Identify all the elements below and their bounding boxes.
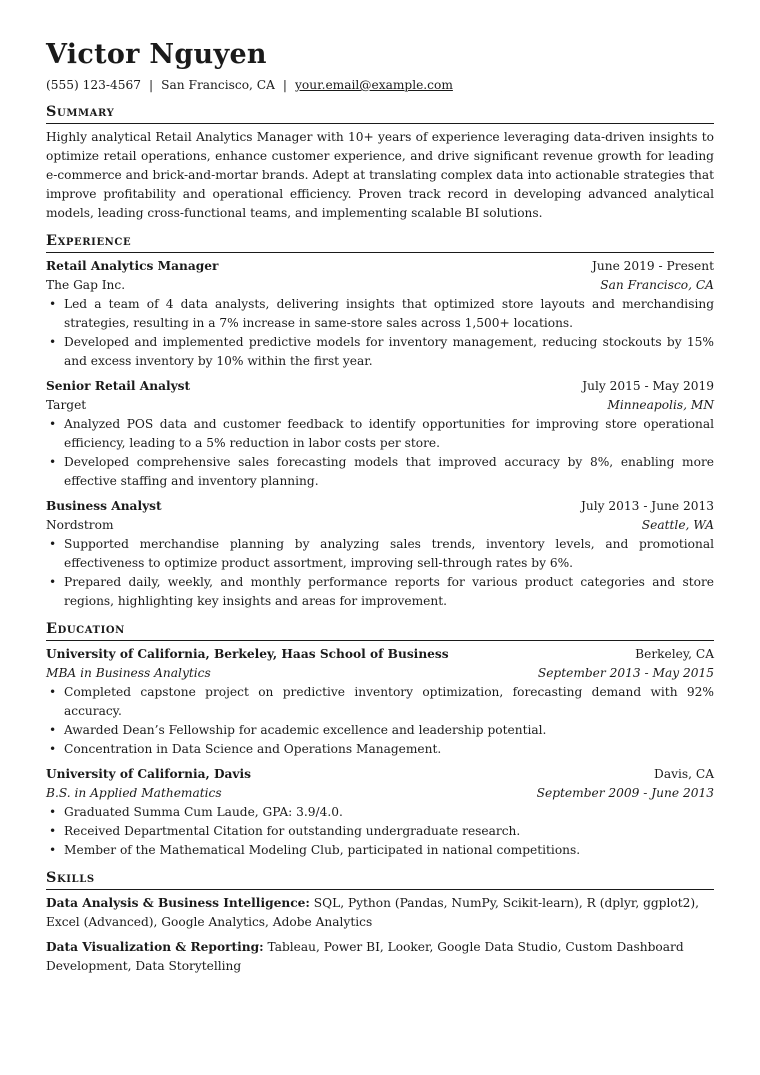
education-entry	[46, 645, 714, 759]
school-location: Davis, CA	[654, 767, 714, 781]
bullet-item: • Completed capstone project on predictive inventory optimization, forecasting demand with 92% accuracy.	[46, 683, 714, 721]
bullet-item: • Concentration in Data Science and Operations Management.	[46, 740, 714, 759]
section-title-skills: Skills	[46, 869, 714, 890]
school-row	[46, 765, 714, 784]
bullet-item: • Awarded Dean’s Fellowship for academic excellence and leadership potential.	[46, 721, 714, 740]
education-entry	[46, 765, 714, 860]
degree-row	[46, 664, 714, 683]
school-name: University of California, Davis	[46, 767, 251, 781]
school-row	[46, 645, 714, 664]
job-location: Seattle, WA	[641, 518, 714, 532]
bullet-item: • Supported merchandise planning by analyzing sales trends, inventory levels, and promotional effectiveness to optimize product assortment, improving sell-through rates by 6%.	[46, 535, 714, 573]
education-bullets	[46, 803, 714, 860]
job-company-row	[46, 396, 714, 415]
degree-dates: September 2013 - May 2015	[537, 666, 714, 680]
bullet-item: • Developed comprehensive sales forecasting models that improved accuracy by 8%, enabling more effective staffing and inventory planning.	[46, 453, 714, 491]
contact-separator: |	[282, 78, 288, 92]
job-company: Target	[46, 398, 87, 412]
job-dates: July 2013 - June 2013	[581, 499, 714, 513]
degree-dates: September 2009 - June 2013	[536, 786, 714, 800]
contact-separator: |	[149, 78, 154, 92]
job-entry	[46, 257, 714, 371]
bullet-item: • Received Departmental Citation for outstanding undergraduate research.	[46, 822, 714, 841]
section-title-education: Education	[46, 620, 714, 641]
job-entry	[46, 497, 714, 611]
section-title-experience: Experience	[46, 232, 714, 253]
job-company-row	[46, 276, 714, 295]
contact-line	[46, 76, 714, 94]
job-bullets	[46, 415, 714, 491]
summary-text: Highly analytical Retail Analytics Manager with 10+ years of experience leveraging data-driven insights to optimize retail operations, enhance customer experience, and drive significant revenue growth for leading e-commerce and brick-and-mortar brands. Adept at translating complex data into actionable strategies that improve profitability and operational efficiency. Proven track record in developing advanced analytical models, leading cross-functional teams, and implementing scalable BI solutions.	[46, 130, 714, 220]
skill-line	[46, 894, 714, 932]
job-company: The Gap Inc.	[46, 278, 126, 292]
degree-name: MBA in Business Analytics	[46, 666, 211, 680]
skill-list: SQL, Python (Pandas, NumPy, Scikit-learn), R (dplyr, ggplot2), Excel (Advanced), Google Analytics, Adobe Analytics	[46, 896, 699, 929]
job-header-row	[46, 257, 714, 276]
candidate-name: Victor Nguyen	[46, 39, 267, 70]
job-dates: June 2019 - Present	[591, 259, 714, 273]
bullet-item: • Prepared daily, weekly, and monthly performance reports for various product categories and store regions, highlighting key insights and areas for improvement.	[46, 573, 714, 611]
job-bullets	[46, 535, 714, 611]
education-bullets	[46, 683, 714, 759]
job-dates: July 2015 - May 2019	[582, 379, 714, 393]
bullet-item: • Led a team of 4 data analysts, delivering insights that optimized store layouts and merchandising strategies, resulting in a 7% increase in same-store sales across 1,500+ locations.	[46, 295, 714, 333]
school-name: University of California, Berkeley, Haas School of Business	[46, 647, 449, 661]
bullet-item: • Graduated Summa Cum Laude, GPA: 3.9/4.0.	[46, 803, 714, 822]
job-location: Minneapolis, MN	[607, 398, 714, 412]
job-company-row	[46, 516, 714, 535]
bullet-item: • Analyzed POS data and customer feedback to identify opportunities for improving store operational efficiency, leading to a 5% reduction in labor costs per store.	[46, 415, 714, 453]
school-location: Berkeley, CA	[635, 647, 714, 661]
section-title-summary: Summary	[46, 103, 714, 124]
location-text: San Francisco, CA	[161, 78, 275, 92]
job-role: Senior Retail Analyst	[46, 379, 191, 393]
skill-category: Data Visualization & Reporting:	[46, 940, 264, 954]
job-bullets	[46, 295, 714, 371]
bullet-item: • Developed and implemented predictive models for inventory management, reducing stockouts by 15% and excess inventory by 10% within the first year.	[46, 333, 714, 371]
resume-page	[46, 38, 714, 976]
job-header-row	[46, 377, 714, 396]
job-entry	[46, 377, 714, 491]
skill-list: Tableau, Power BI, Looker, Google Data Studio, Custom Dashboard Development, Data Storytelling	[46, 940, 684, 973]
job-location: San Francisco, CA	[600, 278, 714, 292]
phone-number: (555) 123-4567	[46, 78, 142, 92]
job-company: Nordstrom	[46, 518, 114, 532]
degree-row	[46, 784, 714, 803]
email-link[interactable]: your.email@example.com	[295, 78, 453, 92]
skill-category: Data Analysis & Business Intelligence:	[46, 896, 310, 910]
degree-name: B.S. in Applied Mathematics	[46, 786, 222, 800]
bullet-item: • Member of the Mathematical Modeling Club, participated in national competitions.	[46, 841, 714, 860]
job-header-row	[46, 497, 714, 516]
skill-line	[46, 938, 714, 976]
job-role: Business Analyst	[46, 499, 162, 513]
job-role: Retail Analytics Manager	[46, 259, 219, 273]
